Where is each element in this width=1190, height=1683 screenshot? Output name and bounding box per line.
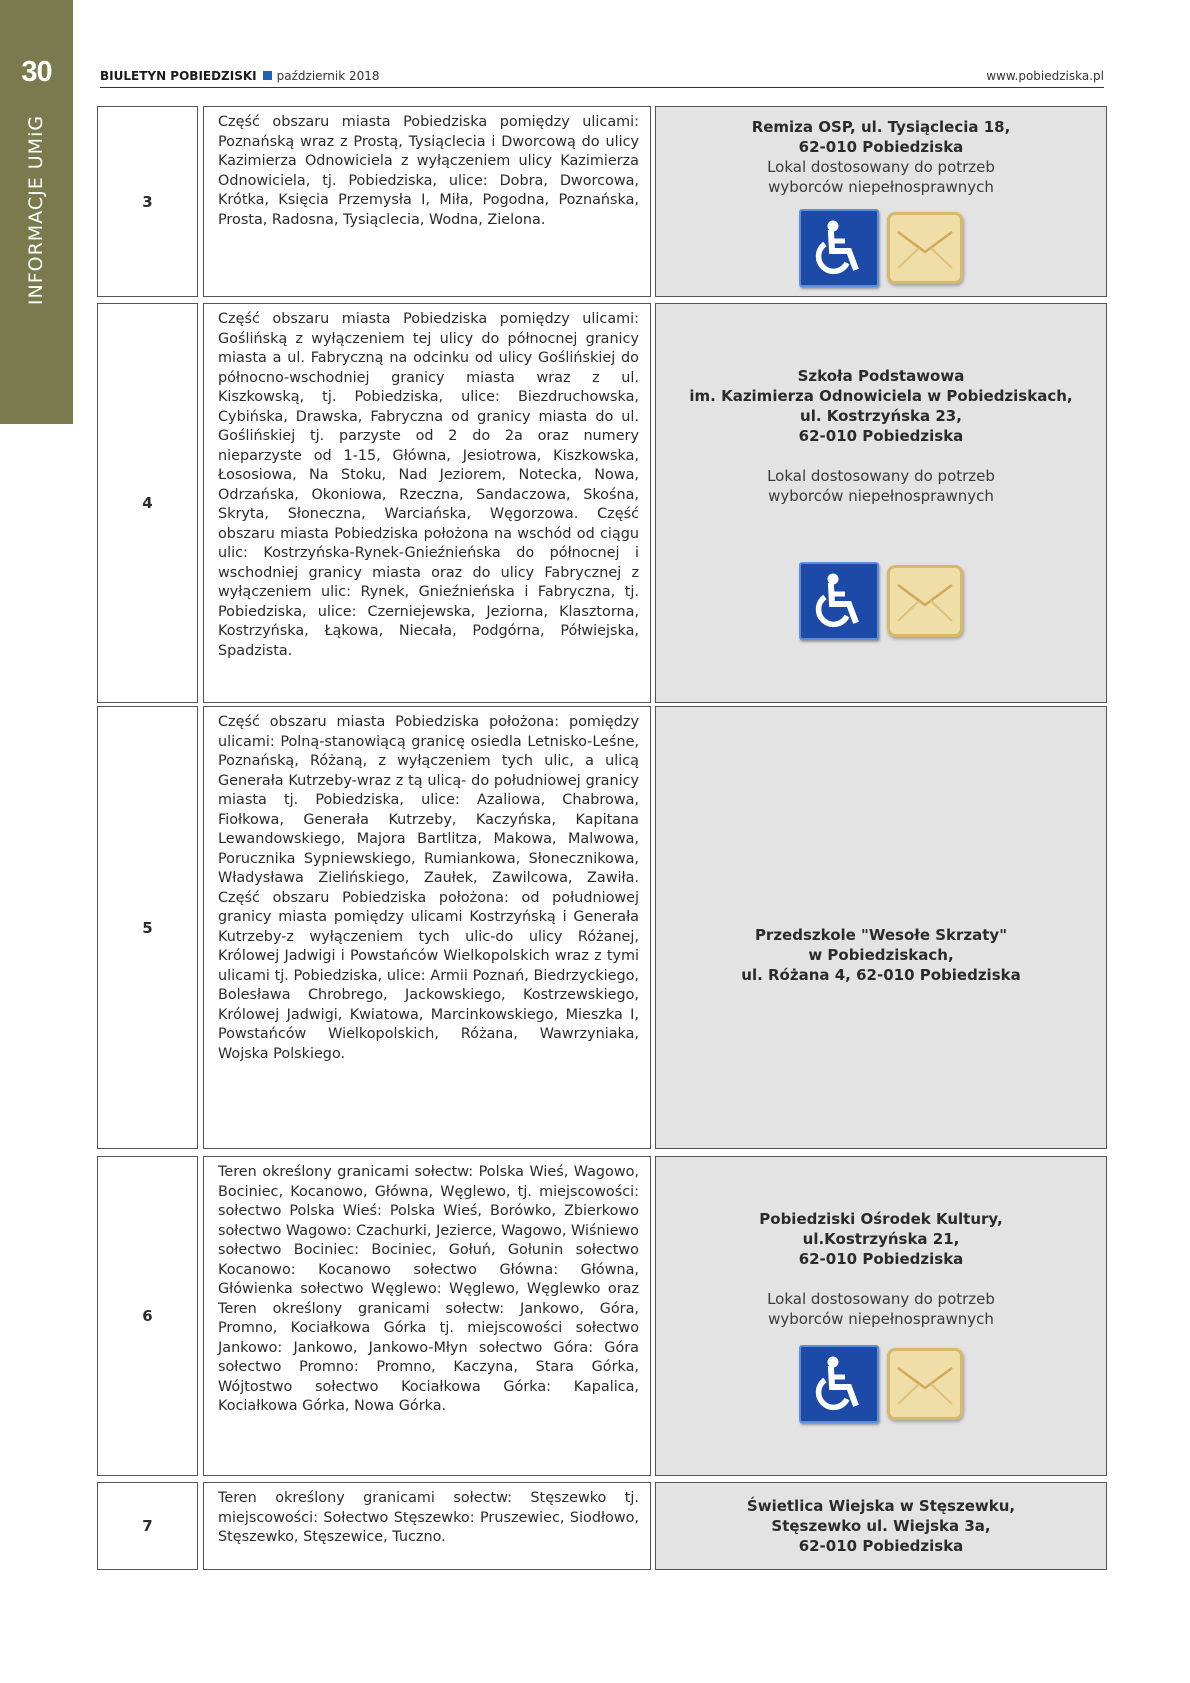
- envelope-icon: [887, 1348, 963, 1420]
- icon-group: [799, 209, 963, 287]
- icon-group: [799, 562, 963, 640]
- page-number: 30: [21, 56, 52, 88]
- district-number: 7: [97, 1482, 198, 1570]
- location-name: Przedszkole "Wesołe Skrzaty" w Pobiedziskach, ul. Różana 4, 62-010 Pobiedziska: [741, 926, 1021, 984]
- location-name: Remiza OSP, ul. Tysiąclecia 18, 62-010 Pobiedziska: [751, 118, 1011, 156]
- icon-group: [799, 1345, 963, 1423]
- district-description-text: Część obszaru miasta Pobiedziska pomiędzy ulicami: Poznańską wraz z Prostą, Tysiąclecia i Dworcową do ulicy Kazimierza Odnowiciela z wyłączeniem ulicy Kazimierza Odnowiciela, tj. Pobiedziska, ulice: Dobra, Dworcowa, Krótka, Księcia Przemysła I, Miła, Pogodna, Poznańska, Prosta, Radosna, Tysiąclecia, Wodna, Zielona.: [218, 114, 639, 228]
- envelope-icon: [887, 212, 963, 284]
- polling-location: [655, 106, 1107, 297]
- district-description-text: Część obszaru miasta Pobiedziska pomiędzy ulicami: Goślińską z wyłączeniem tej ulicy do północnej granicy miasta a ul. Fabryczną na odcinku od ulicy Goślińskiej do północno-wschodniej granicy miasta wraz z ul. Kiszkowską, tj. Pobiedziska, ulice: Biezdruchowska, Cybińska, Drawska, Fabryczna od granicy miasta do ul. Goślińskiej tj. parzyste od 2 do 2a oraz numery nieparzyste od 1-15, Główna, Jesiotrowa, Kiszkowska, Łososiowa, Na Stoku, Nad Jeziorem, Notecka, Nowa, Odrzańska, Okoniowa, Rzeczna, Sandaczowa, Skośna, Skryta, Słoneczna, Warciańska, Węgorzowa. Część obszaru miasta Pobiedziska położona na wschód od ciągu ulic: Kostrzyńska-Rynek-Gnieźnieńska do północnej i wschodniej granicy miasta oraz do ulicy Fabrycznej z wyłączeniem ulic: Rynek, Gnieźnieńska i Fabryczna, tj. Pobiedziska, ulice: Czerniejewska, Jeziorna, Klasztorna, Kostrzyńska, Łąkowa, Niecała, Podgórna, Półwiejska, Spadzista.: [218, 311, 639, 659]
- wheelchair-icon: [799, 1345, 879, 1423]
- accessibility-note: Lokal dostosowany do potrzeb wyborców niepełnosprawnych: [767, 1290, 995, 1328]
- issue-date: październik 2018: [276, 69, 380, 83]
- polling-location: [655, 1156, 1107, 1476]
- table-row: [97, 303, 1107, 703]
- district-number: 4: [97, 303, 198, 703]
- district-description-text: Teren określony granicami sołectw: Stęszewko tj. miejscowości: Sołectwo Stęszewko: Pruszewiec, Siodłowo, Stęszewko, Stęszewice, Tuczno.: [218, 1490, 639, 1545]
- square-bullet-icon: [263, 71, 272, 80]
- envelope-icon: [887, 565, 963, 637]
- polling-location: [655, 706, 1107, 1149]
- location-name: Szkoła Podstawowa im. Kazimierza Odnowiciela w Pobiedziskach, ul. Kostrzyńska 23, 62-010 Pobiedziska: [689, 367, 1073, 445]
- page-header: [100, 69, 1104, 88]
- district-description: [203, 106, 651, 297]
- table-row: [97, 106, 1107, 297]
- wheelchair-icon: [799, 562, 879, 640]
- district-description-text: Część obszaru miasta Pobiedziska położona: pomiędzy ulicami: Polną-stanowiącą granicę osiedla Letnisko-Leśne, Poznańską, Różaną, z wyłączeniem tych ulic, a ulicą Generała Kutrzeby-wraz z tą ulicą- do południowej granicy miasta tj. Pobiedziska, ulice: Azaliowa, Chabrowa, Fiołkowa, Generała Kutrzeby, Kaczyńska, Kapitana Lewandowskiego, Majora Bartlitza, Makowa, Malwowa, Porucznika Sypniewskiego, Rumiankowa, Słonecznikowa, Władysława Zielińskiego, Zaułek, Zawilcowa, Zawiła. Część obszaru Pobiedziska położona: od południowej granicy miasta pomiędzy ulicami Kostrzyńską i Generała Kutrzeby-z wyłączeniem tych ulic-do ulicy Różanej, Królowej Jadwigi i Powstańców Wielkopolskich wraz z tymi ulicami tj. Pobiedziska, ulice: Armii Poznań, Biedrzyckiego, Bolesława Chrobrego, Jackowskiego, Kostrzewskiego, Królowej Jadwigi, Kwiatowa, Marcinkowskiego, Mieszka I, Powstańców Wielkopolskich, Różana, Wawrzyniaka, Wojska Polskiego.: [218, 714, 639, 1062]
- accessibility-note: Lokal dostosowany do potrzeb wyborców niepełnosprawnych: [767, 158, 995, 196]
- polling-location: [655, 1482, 1107, 1570]
- district-description-text: Teren określony granicami sołectw: Polska Wieś, Wagowo, Bociniec, Kocanowo, Główna, Węglewo, tj. miejscowości: sołectwo Polska Wieś: Polska Wieś, Borówko, Zbierkowo sołectwo Wagowo: Czachurki, Jezierce, Wagowo, Wiśniewo sołectwo Bociniec: Bociniec, Gołuń, Gołunin sołectwo Kocanowo: Kocanowo sołectwo Główna: Główna, Główienka sołectwo Węglewo: Węglewo, Węglewko oraz Teren określony granicami sołectw: Jankowo, Góra, Promno, Kociałkowa Górka tj. miejscowości sołectwo Jankowo: Jankowo, Jankowo-Młyn sołectwo Góra: Góra sołectwo Promno: Promno, Kaczyna, Stara Górka, Wójtostwo sołectwo Kociałkowa Górka: Kapalica, Kociałkowa Górka, Nowa Górka.: [218, 1164, 639, 1414]
- district-number: 6: [97, 1156, 198, 1476]
- side-tab: [0, 0, 73, 424]
- polling-location: [655, 303, 1107, 703]
- table-row: [97, 706, 1107, 1149]
- location-name: Świetlica Wiejska w Stęszewku, Stęszewko ul. Wiejska 3a, 62-010 Pobiedziska: [746, 1497, 1016, 1555]
- district-number: 3: [97, 106, 198, 297]
- district-description: [203, 1156, 651, 1476]
- table-row: [97, 1156, 1107, 1476]
- table-row: [97, 1482, 1107, 1570]
- district-description: [203, 1482, 651, 1570]
- district-description: [203, 303, 651, 703]
- accessibility-note: Lokal dostosowany do potrzeb wyborców niepełnosprawnych: [767, 467, 995, 505]
- district-description: [203, 706, 651, 1149]
- section-label: INFORMACJE UMiG: [25, 114, 47, 306]
- wheelchair-icon: [799, 209, 879, 287]
- publication-title: BIULETYN POBIEDZISKI: [100, 69, 257, 83]
- location-name: Pobiedziski Ośrodek Kultury, ul.Kostrzyńska 21, 62-010 Pobiedziska: [759, 1210, 1003, 1268]
- district-number: 5: [97, 706, 198, 1149]
- website-link[interactable]: www.pobiedziska.pl: [986, 69, 1104, 83]
